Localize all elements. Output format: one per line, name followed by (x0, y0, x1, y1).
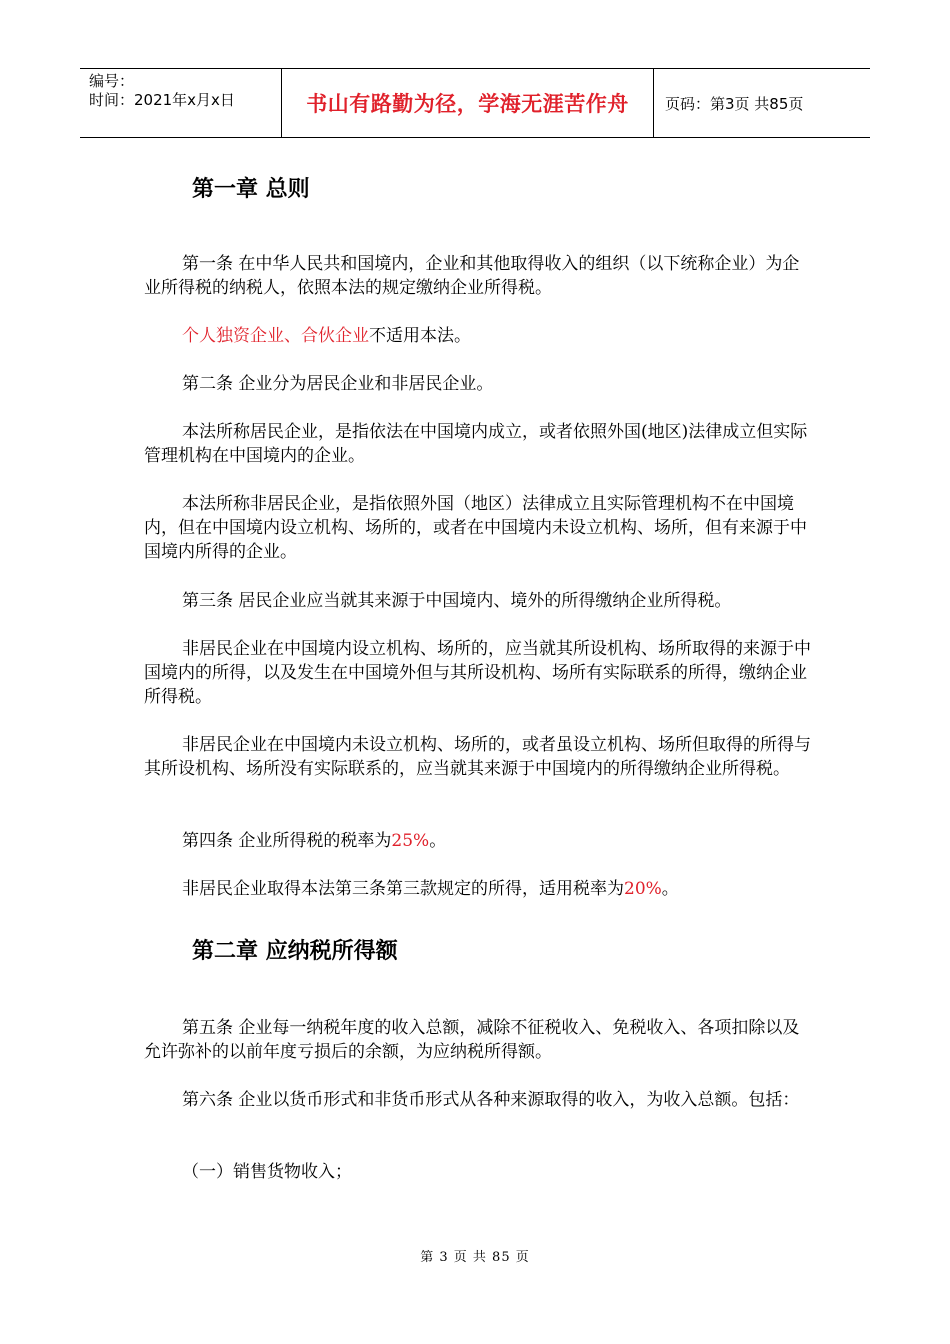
paragraph-resident-enterprise: 本法所称居民企业，是指依法在中国境内成立，或者依照外国(地区)法律成立但实际管理机构在中国境内的企业。 (144, 422, 808, 466)
tax-rate-value: 20% (624, 879, 662, 899)
highlight-text: 个人独资企业、合伙企业 (182, 326, 369, 346)
paragraph-nonresident-without-office: 非居民企业在中国境内未设立机构、场所的，或者虽设立机构、场所但取得的所得与其所设机构、场所没有实际联系的，应当就其来源于中国境内的所得缴纳企业所得税。 (144, 735, 811, 779)
paragraph-end: 。 (661, 879, 679, 899)
paragraph-article-6: 第六条 企业以货币形式和非货币形式从各种来源取得的收入，为收入总额。包括： (182, 1090, 800, 1110)
paragraph-nonresident-rate (144, 877, 816, 901)
paragraph-text: 第四条 企业所得税的税率为 (182, 831, 392, 851)
paragraph-exclusion (144, 324, 816, 348)
tax-rate-value: 25% (391, 831, 430, 851)
document-number-label: 编号： (89, 72, 135, 90)
page-header (80, 68, 870, 138)
paragraph-article-1: 第一条 在中华人民共和国境内，企业和其他取得收入的组织（以下统称企业）为企业所得税的纳税人，依照本法的规定缴纳企业所得税。 (144, 254, 800, 298)
paragraph-article-2: 第二条 企业分为居民企业和非居民企业。 (182, 374, 494, 394)
paragraph-item-1: （一）销售货物收入； (182, 1162, 352, 1182)
header-motto: 书山有路勤为径，学海无涯苦作舟 (282, 69, 654, 137)
header-page-info: 页码：第3页 共85页 (665, 94, 804, 113)
header-meta-cell (80, 69, 282, 137)
chapter-title-1: 第一章 总则 (192, 177, 310, 202)
paragraph-text: 非居民企业取得本法第三条第三款规定的所得，适用税率为 (182, 879, 624, 899)
page-footer: 第 3 页 共 85 页 (420, 1250, 530, 1265)
paragraph-nonresident-with-office: 非居民企业在中国境内设立机构、场所的，应当就其所设机构、场所取得的来源于中国境内的所得，以及发生在中国境外但与其所设机构、场所有实际联系的所得，缴纳企业所得税。 (144, 639, 811, 707)
paragraph-article-5: 第五条 企业每一纳税年度的收入总额，减除不征税收入、免税收入、各项扣除以及允许弥补的以前年度亏损后的余额，为应纳税所得额。 (144, 1018, 800, 1062)
paragraph-nonresident-enterprise: 本法所称非居民企业，是指依照外国（地区）法律成立且实际管理机构不在中国境内，但在中国境内设立机构、场所的，或者在中国境内未设立机构、场所，但有来源于中国境内所得的企业。 (144, 494, 807, 562)
paragraph-end: 。 (429, 831, 447, 851)
paragraph-text: 不适用本法。 (369, 326, 471, 346)
paragraph-article-3: 第三条 居民企业应当就其来源于中国境内、境外的所得缴纳企业所得税。 (182, 591, 732, 611)
document-date-label: 时间：2021年x月x日 (89, 91, 235, 109)
chapter-title-2: 第二章 应纳税所得额 (192, 939, 398, 964)
paragraph-article-4 (144, 829, 816, 853)
